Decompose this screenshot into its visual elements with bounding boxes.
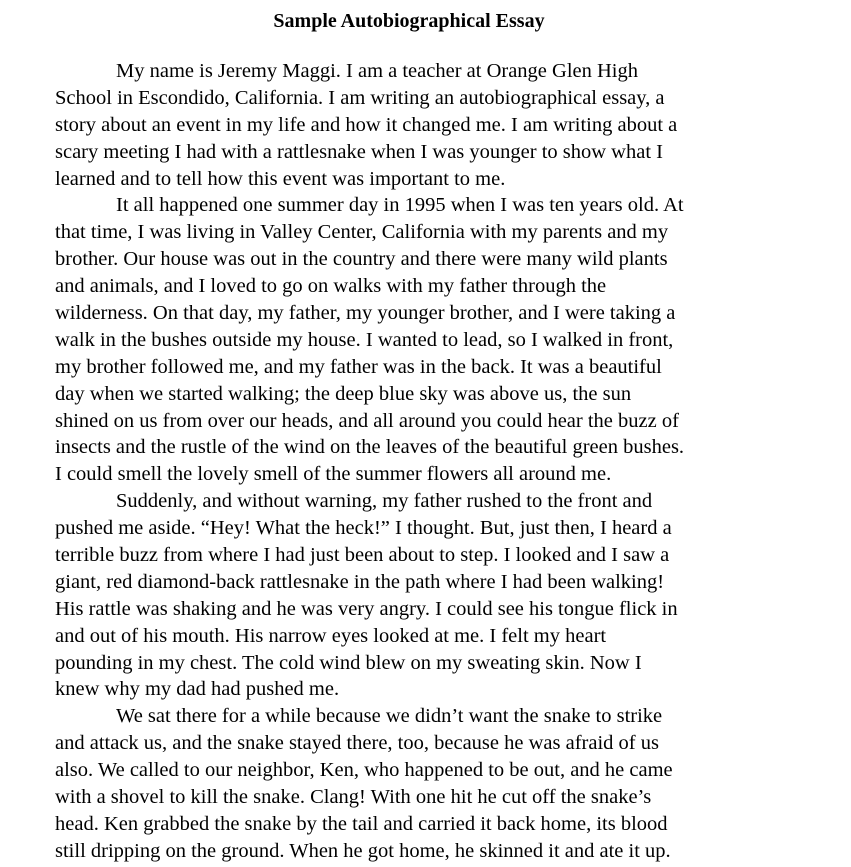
text-line: day when we started walking; the deep blue sky was above us, the sun: [55, 382, 632, 405]
text-line: I could smell the lovely smell of the summer flowers all around me.: [55, 463, 612, 486]
text-line: also. We called to our neighbor, Ken, who happened to be out, and he came: [55, 759, 673, 782]
text-line: terrible buzz from where I had just been about to step. I looked and I saw a: [55, 544, 670, 567]
text-line: insects and the rustle of the wind on the leaves of the beautiful green bushes.: [55, 436, 685, 459]
text-line: learned and to tell how this event was important to me.: [55, 167, 506, 190]
text-line: pushed me aside. “Hey! What the heck!” I thought. But, just then, I heard a: [55, 517, 672, 540]
paragraph-4: [55, 703, 785, 864]
paragraph-2: [55, 192, 785, 488]
text-line: School in Escondido, California. I am writing an autobiographical essay, a: [55, 86, 665, 109]
text-line: brother. Our house was out in the country and there were many wild plants: [55, 248, 668, 271]
text-line: that time, I was living in Valley Center, California with my parents and my: [55, 221, 669, 244]
document-title: Sample Autobiographical Essay: [273, 10, 545, 32]
text-line: We sat there for a while because we didn’t want the snake to strike: [116, 705, 663, 728]
text-line: with a shovel to kill the snake. Clang! With one hit he cut off the snake’s: [55, 786, 652, 809]
paragraph-3: [55, 488, 785, 703]
text-line: It all happened one summer day in 1995 when I was ten years old. At: [116, 194, 684, 217]
text-line: knew why my dad had pushed me.: [55, 678, 340, 701]
essay-body: [55, 58, 785, 865]
text-line: and out of his mouth. His narrow eyes looked at me. I felt my heart: [55, 624, 607, 647]
text-line: scary meeting I had with a rattlesnake when I was younger to show what I: [55, 140, 663, 163]
text-line: and attack us, and the snake stayed there, too, because he was afraid of us: [55, 732, 659, 755]
text-line: giant, red diamond-back rattlesnake in the path where I had been walking!: [55, 570, 665, 593]
text-line: still dripping on the ground. When he got home, he skinned it and ate it up.: [55, 839, 671, 862]
text-line: Suddenly, and without warning, my father rushed to the front and: [116, 490, 653, 513]
document-page: [55, 0, 785, 865]
text-line: pounding in my chest. The cold wind blew on my sweating skin. Now I: [55, 651, 642, 674]
text-line: story about an event in my life and how it changed me. I am writing about a: [55, 113, 678, 136]
text-line: wilderness. On that day, my father, my younger brother, and I were taking a: [55, 302, 676, 325]
text-line: shined on us from over our heads, and all around you could hear the buzz of: [55, 409, 679, 432]
text-line: and animals, and I loved to go on walks with my father through the: [55, 275, 607, 298]
text-line: His rattle was shaking and he was very angry. I could see his tongue flick in: [55, 597, 678, 620]
text-line: walk in the bushes outside my house. I wanted to lead, so I walked in front,: [55, 328, 674, 351]
paragraph-1: [55, 58, 785, 192]
text-line: my brother followed me, and my father was in the back. It was a beautiful: [55, 355, 662, 378]
text-line: My name is Jeremy Maggi. I am a teacher at Orange Glen High: [116, 60, 638, 82]
text-line: head. Ken grabbed the snake by the tail and carried it back home, its blood: [55, 812, 668, 835]
